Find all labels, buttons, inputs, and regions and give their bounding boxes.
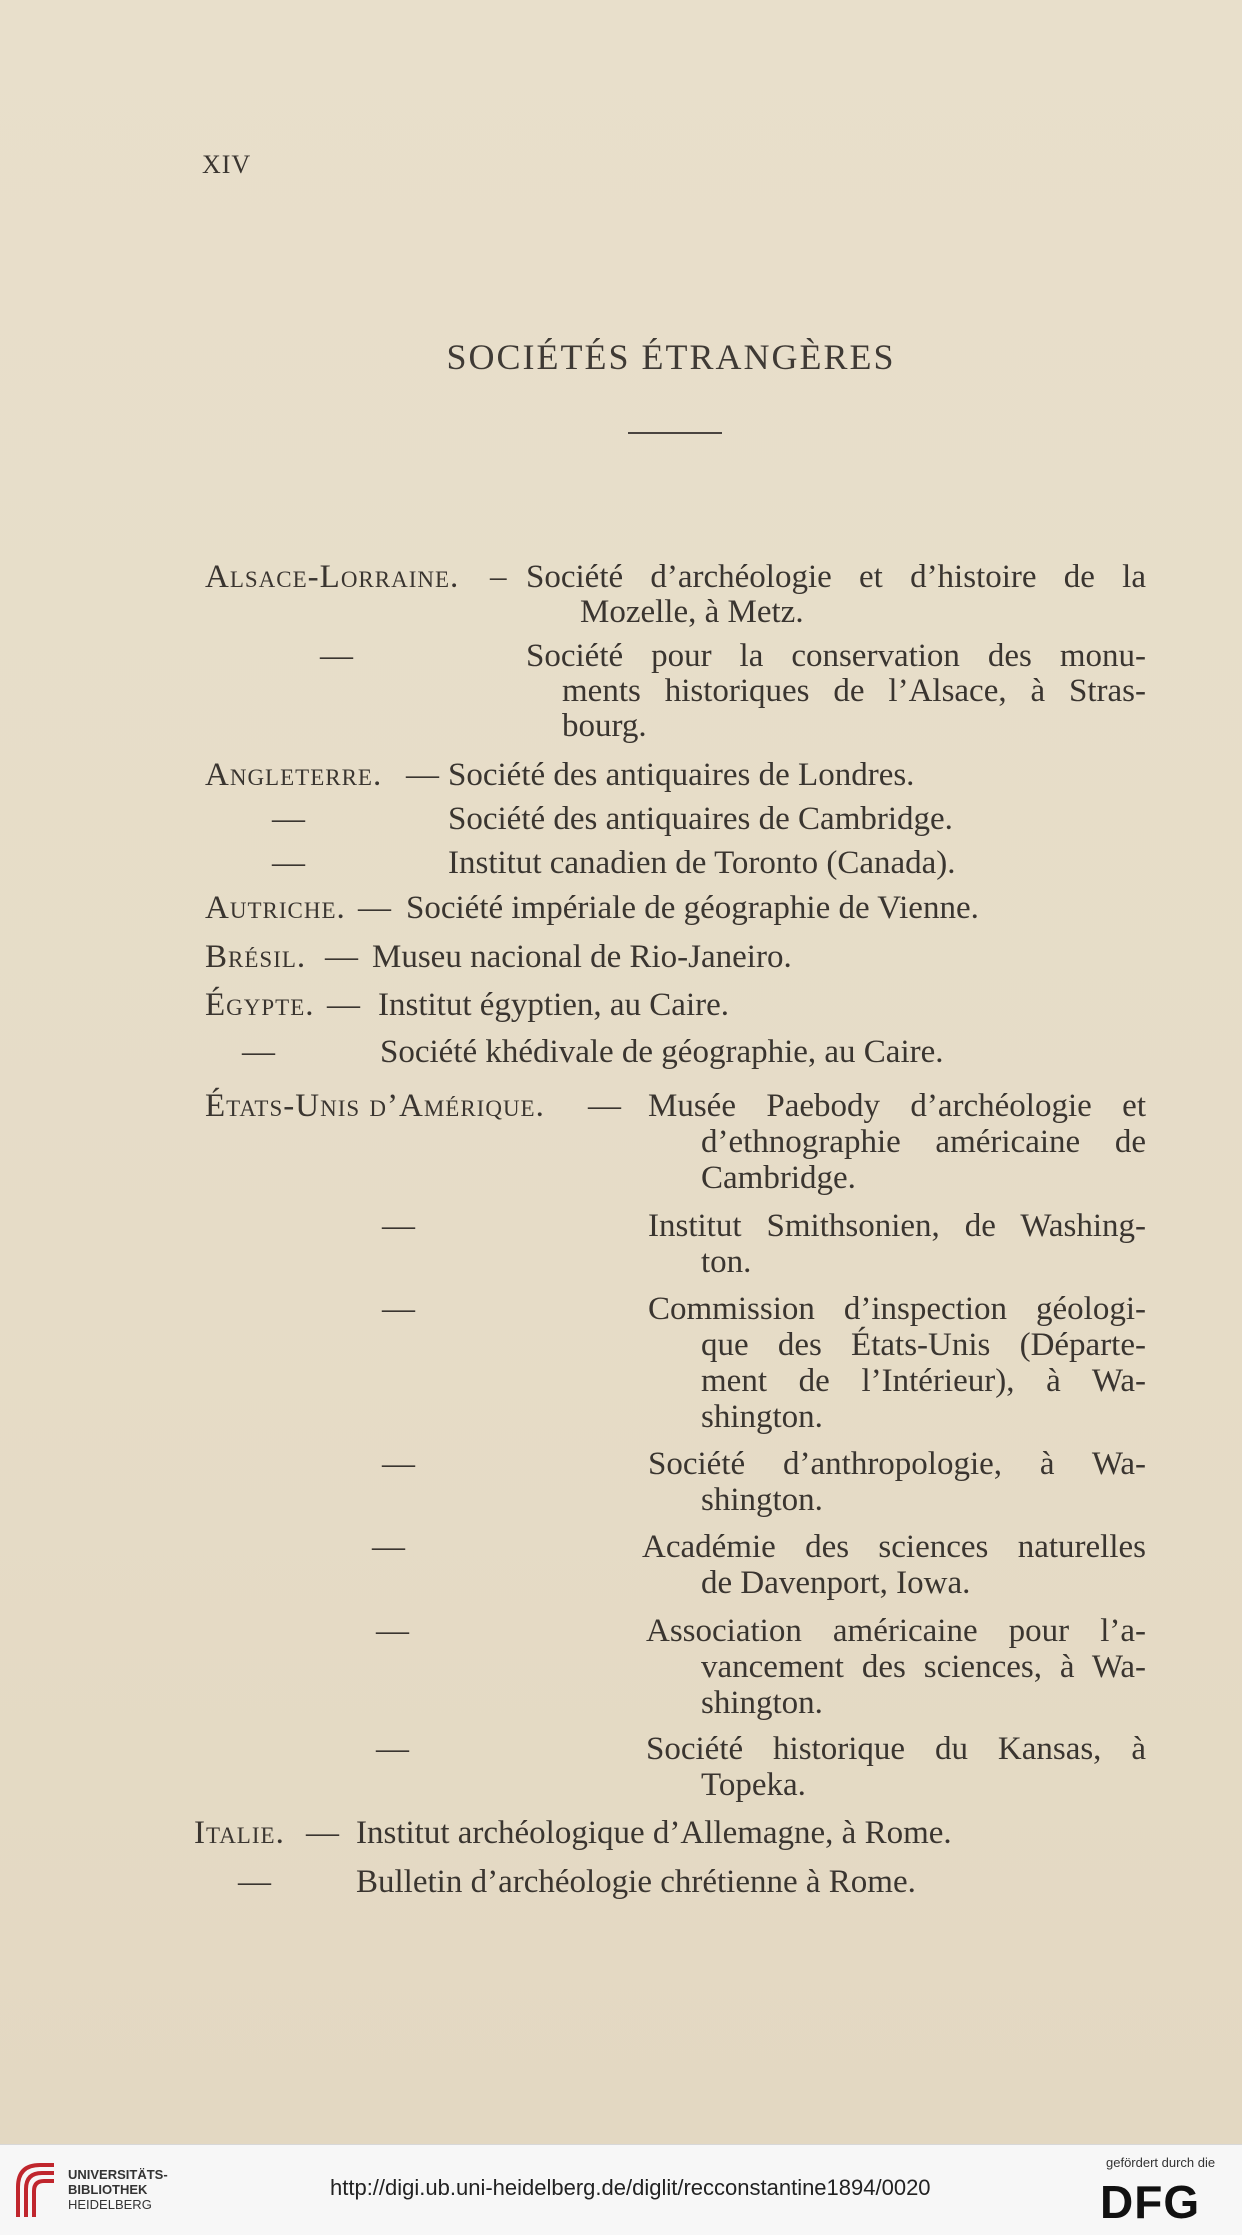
society-line: Institut égyptien, au Caire. <box>378 987 729 1023</box>
society-line: Société d’anthropologie, à Wa- <box>648 1446 1146 1482</box>
society-line: que des États-Unis (Départe- <box>701 1327 1146 1363</box>
dash: – <box>490 559 507 595</box>
dash: — <box>406 757 439 793</box>
dash: — <box>588 1088 621 1124</box>
society-line: Société impériale de géographie de Vienne. <box>406 890 979 926</box>
society-line: Société khédivale de géographie, au Caire. <box>380 1034 944 1070</box>
society-line: d’ethnographie américaine de <box>701 1124 1146 1160</box>
library-name <box>68 2167 168 2212</box>
society-line: Topeka. <box>701 1767 806 1803</box>
dash: — <box>376 1731 409 1767</box>
country-label: Autriche. <box>205 890 346 926</box>
society-line: ments historiques de l’Alsace, à Stras- <box>562 673 1146 709</box>
society-line: Institut canadien de Toronto (Canada). <box>448 845 956 881</box>
dash: — <box>382 1291 415 1327</box>
permalink-url[interactable]: http://digi.ub.uni-heidelberg.de/diglit/recconstantine1894/0020 <box>330 2175 931 2200</box>
funding-label: gefördert durch die <box>1106 2155 1216 2170</box>
dash: — <box>242 1034 275 1070</box>
society-line: Cambridge. <box>701 1160 856 1196</box>
society-line: Mozelle, à Metz. <box>580 594 804 630</box>
dash: — <box>382 1208 415 1244</box>
dash: — <box>376 1613 409 1649</box>
dash: — <box>306 1815 339 1851</box>
library-name-line: UNIVERSITÄTS- <box>68 2167 168 2182</box>
dash: — <box>372 1529 405 1565</box>
country-label: Brésil. <box>205 939 307 975</box>
society-line: Institut archéologique d’Allemagne, à Rome. <box>356 1815 952 1851</box>
society-line: Société historique du Kansas, à <box>646 1731 1146 1767</box>
society-line: Société des antiquaires de Londres. <box>448 757 915 793</box>
society-line: Société des antiquaires de Cambridge. <box>448 801 953 837</box>
country-label: Italie. <box>194 1815 285 1851</box>
society-line: Commission d’inspection géologi- <box>648 1291 1146 1327</box>
society-line: Musée Paebody d’archéologie et <box>648 1088 1146 1124</box>
society-line: Museu nacional de Rio-Janeiro. <box>372 939 792 975</box>
dfg-logo: DFG <box>1100 2176 1201 2228</box>
society-line: bourg. <box>562 708 647 744</box>
university-library-logo-icon <box>14 2157 60 2223</box>
page-number: XIV <box>202 150 252 179</box>
library-name-line: HEIDELBERG <box>68 2197 152 2212</box>
dash: — <box>272 845 305 881</box>
dash: — <box>327 987 360 1023</box>
viewer-footer <box>0 2144 1242 2235</box>
country-label: Égypte. <box>205 987 315 1023</box>
dash: — <box>320 638 353 674</box>
dash: — <box>272 801 305 837</box>
society-line: shington. <box>701 1685 823 1721</box>
society-line: shington. <box>701 1482 823 1518</box>
dash: — <box>238 1864 271 1900</box>
society-line: Académie des sciences naturelles <box>642 1529 1146 1565</box>
country-label: États-Unis d’Amérique. <box>205 1088 545 1124</box>
dash: — <box>325 939 358 975</box>
society-line: ton. <box>701 1244 752 1280</box>
country-label: Angleterre. <box>205 757 383 793</box>
page-title: SOCIÉTÉS ÉTRANGÈRES <box>446 337 896 377</box>
society-line: vancement des sciences, à Wa- <box>701 1649 1146 1685</box>
society-line: de Davenport, Iowa. <box>701 1565 971 1601</box>
country-label: Alsace-Lorraine. <box>205 559 460 595</box>
society-line: Association américaine pour l’a- <box>646 1613 1146 1649</box>
dash: — <box>358 890 391 926</box>
library-name-line: BIBLIOTHEK <box>68 2182 148 2197</box>
society-line: shington. <box>701 1399 823 1435</box>
society-line: ment de l’Intérieur), à Wa- <box>701 1363 1146 1399</box>
society-line: Bulletin d’archéologie chrétienne à Rome. <box>356 1864 916 1900</box>
society-line: Société d’archéologie et d’histoire de la <box>526 559 1146 595</box>
society-line: Institut Smithsonien, de Washing- <box>648 1208 1146 1244</box>
dash: — <box>382 1446 415 1482</box>
society-line: Société pour la conservation des monu- <box>526 638 1146 674</box>
